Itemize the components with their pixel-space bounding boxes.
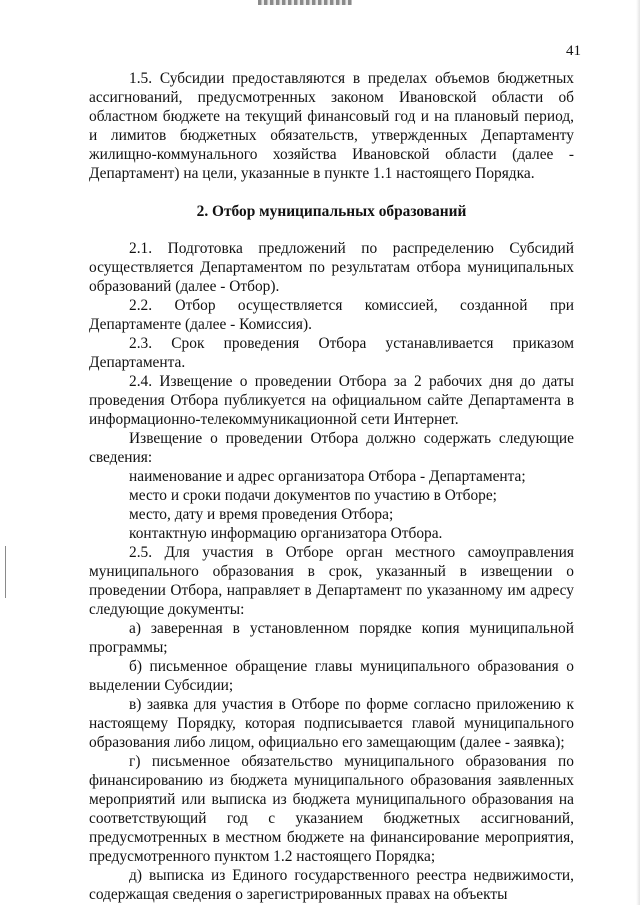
paragraph-2-1: 2.1. Подготовка предложений по распределению Субсидий осуществляется Департаментом по результатам отбора муниципальных образований (далее - Отбор). xyxy=(89,240,574,295)
scan-artifact xyxy=(258,0,352,5)
document-item-b: б) письменное обращение главы муниципального образования о выделении Субсидии; xyxy=(89,658,574,694)
page-edge-shadow xyxy=(636,0,640,905)
paragraph-2-4: 2.4. Извещение о проведении Отбора за 2 рабочих дня до даты проведения Отбора публикуется на официальном сайте Департамента в информационно-телекоммуникационной сети Интернет. xyxy=(89,373,574,428)
document-body xyxy=(89,69,574,904)
section-heading: 2. Отбор муниципальных образований xyxy=(196,203,467,220)
paragraph-2-3: 2.3. Срок проведения Отбора устанавливается приказом Департамента. xyxy=(89,335,574,371)
document-item-v: в) заявка для участия в Отборе по форме согласно приложению к настоящему Порядку, которая подписывается главой муниципального образования либо лицом, официально его замещающим (далее - заявка); xyxy=(89,696,574,751)
document-item-d: д) выписка из Единого государственного реестра недвижимости, содержащая сведения о зарегистрированных правах на объекты xyxy=(89,867,574,903)
document-item-g: г) письменное обязательство муниципального образования по финансированию из бюджета муниципального образования заявленных мероприятий или выписка из бюджета муниципального образования на соответствующий год с указанием бюджетных ассигнований, предусмотренных в местном бюджете на финансирование мероприятия, предусмотренного пунктом 1.2 настоящего Порядка; xyxy=(89,753,574,865)
notice-item: контактную информацию организатора Отбора. xyxy=(129,525,443,542)
paragraph-2-4-notice: Извещение о проведении Отбора должно содержать следующие сведения: xyxy=(89,430,574,466)
notice-item: место и сроки подачи документов по участию в Отборе; xyxy=(129,487,497,504)
margin-mark xyxy=(5,546,6,598)
notice-item: наименование и адрес организатора Отбора - Департамента; xyxy=(129,468,526,485)
page-number: 41 xyxy=(566,43,581,59)
paragraph-2-2: 2.2. Отбор осуществляется комиссией, созданной при Департаменте (далее - Комиссия). xyxy=(89,297,574,333)
notice-item: место, дату и время проведения Отбора; xyxy=(129,506,394,523)
document-item-a: а) заверенная в установленном порядке копия муниципальной программы; xyxy=(89,620,574,656)
paragraph-1-5: 1.5. Субсидии предоставляются в пределах объемов бюджетных ассигнований, предусмотренных законом Ивановской области об областном бюджете на текущий финансовый год и на плановый период, и лимитов бюджетных обязательств, утвержденных Департаменту жилищно-коммунального хозяйства Ивановской области (далее - Департамент) на цели, указанные в пункте 1.1 настоящего Порядка. xyxy=(89,70,574,182)
paragraph-2-5: 2.5. Для участия в Отборе орган местного самоуправления муниципального образования в срок, указанный в извещении о проведении Отбора, направляет в Департамент по указанному им адресу следующие документы: xyxy=(89,544,574,618)
